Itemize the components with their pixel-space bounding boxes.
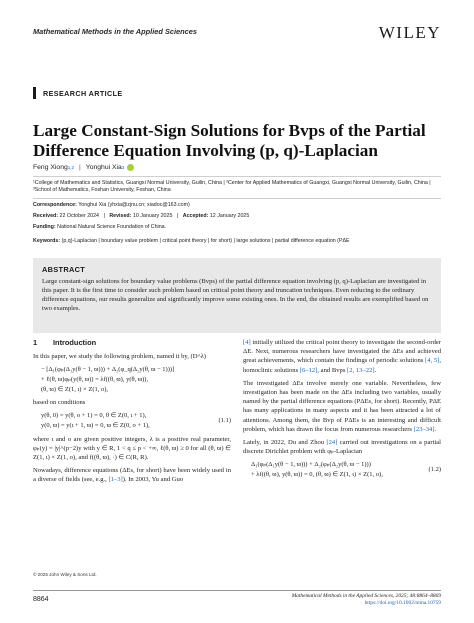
journal-citation: Mathematical Methods in the Applied Sciences, 2025; 48:8864–8869 bbox=[291, 593, 441, 599]
copyright-notice: © 2025 John Wiley & Sons Ltd. bbox=[33, 572, 97, 577]
revised-label: Revised: bbox=[109, 213, 132, 219]
received-date: 22 October 2024 bbox=[59, 213, 99, 219]
equation-line: y(θ, 0) = y(θ, o + 1) = 0, θ ∈ Z(0, ι + 1), bbox=[41, 412, 147, 420]
citation-link[interactable]: [2, 13–22] bbox=[347, 366, 375, 374]
accepted-date: 12 January 2025 bbox=[209, 213, 250, 219]
funding-text: National Natural Science Foundation of China. bbox=[57, 224, 167, 230]
keywords-text: (p,q)-Laplacian | boundary value problem | critical point theory | for short) | large solutions | partial difference equation (PΔE bbox=[61, 238, 350, 244]
paragraph: In this paper, we study the following problem, named it by, (D^λ) bbox=[33, 353, 206, 361]
keywords-label: Keywords: bbox=[33, 238, 61, 244]
page-header bbox=[0, 0, 474, 58]
equation-block bbox=[251, 460, 441, 479]
page-number: 8864 bbox=[33, 596, 49, 603]
citation-link[interactable]: [23–34] bbox=[413, 425, 435, 433]
doi-link[interactable]: https://doi.org/10.1002/mma.10759 bbox=[364, 600, 441, 606]
section-title: Introduction bbox=[53, 338, 97, 347]
equation-line: − [Δ₁(φₚ(Δ₁y(θ − 1, ϖ))) + Δ₂(φ_q(Δ₂y(θ, ϖ − 1)))] bbox=[41, 366, 175, 374]
abstract-text: Large constant-sign solutions for boundary value problems (Bvps) of the partial difference equation involving (p, q)-Laplacian are investigated in this paper. It is the first time to consider such problem based on critical point theory and truncation techniques. Even reducing to the ordinary difference equations, our results generalize and significantly improve some existing ones. In the end, the obtained results are exemplified based on two examples. bbox=[42, 278, 429, 313]
author-name[interactable]: Yonghui Xia bbox=[85, 164, 122, 171]
citation-link[interactable]: [4, 5] bbox=[425, 357, 440, 365]
accepted-label: Accepted: bbox=[182, 213, 209, 219]
citation-link[interactable]: [4] bbox=[243, 339, 251, 346]
footer-divider bbox=[33, 590, 441, 591]
affiliations: ¹College of Mathematics and Statistics, Guangxi Normal University, Guilin, China | ²Center for Applied Mathematics of Guangxi, Guangxi Normal University, Guilin, China | ³School of Mathematics, Foshan University, Foshan, China bbox=[33, 180, 431, 194]
correspondence-label: Correspondence: bbox=[33, 202, 77, 208]
paragraph bbox=[243, 338, 441, 375]
right-column bbox=[243, 338, 441, 484]
equation-line: + ℓ(θ, ϖ)φₚ(y(θ, ϖ)) = λf((θ, ϖ), y(θ, ϖ)), bbox=[41, 376, 149, 383]
author-name[interactable]: Feng Xiong bbox=[33, 164, 68, 171]
section-number: 1 bbox=[33, 338, 38, 347]
equation-number: (1.2) bbox=[428, 466, 441, 474]
author-affiliation-sup[interactable]: 3 bbox=[121, 165, 125, 170]
revised-date: 10 January 2025 bbox=[132, 213, 173, 219]
publisher-logo: WILEY bbox=[378, 23, 441, 42]
paragraph-text: Lately, in 2022, Du and Zhou bbox=[243, 439, 327, 447]
orcid-icon[interactable] bbox=[127, 164, 134, 171]
paragraph bbox=[243, 379, 441, 434]
article-type-label: RESEARCH ARTICLE bbox=[43, 88, 123, 98]
section-heading bbox=[33, 338, 231, 347]
paragraph-text: , homoclinic solutions bbox=[243, 357, 441, 374]
article-type bbox=[33, 87, 123, 99]
funding bbox=[33, 224, 443, 231]
equation-block bbox=[41, 365, 231, 394]
equation-line: y(0, ϖ) = y(ι + 1, ϖ) = 0, ϖ ∈ Z(0, o + 1), bbox=[41, 421, 150, 429]
article-type-bar bbox=[33, 87, 36, 99]
paragraph-text: The investigated ΔEs involve merely one variable. Nevertheless, few investigation has been made on the ΔEs including two variables, usually named by the partial difference equations (PΔEs, for short). Recently, PΔE has many applications in many aspects and it has been attracted a lot of attentions. Among them, the Bvp of PΔEs is an interesting and difficult problem, which has drawn the focus from numerous researchers bbox=[243, 379, 441, 433]
citation-link[interactable]: [24] bbox=[326, 439, 338, 447]
equation-line: Δ₁(φₚ(Δ₁y(θ − 1, ϖ))) + Δ₂(φₚ(Δ₂y(θ, ϖ − 1))) bbox=[251, 461, 371, 469]
paragraph bbox=[33, 466, 231, 484]
citation-link[interactable]: [1–3] bbox=[108, 476, 123, 484]
article-dates: Received: 22 October 2024 | Revised: 10 January 2025 | Accepted: 12 January 2025 bbox=[33, 213, 250, 219]
citation-link[interactable]: [6–12] bbox=[299, 366, 318, 374]
author-list bbox=[33, 164, 134, 171]
paragraph-text: initially utilized the critical point theory to investigate the second-order ΔE. Next, numerous researchers have investigated the ΔEs and achieved great achievements, which contain the findings of periodic solutions bbox=[243, 339, 441, 365]
paragraph-text: carried out investigations on a partial discrete Dirichlet problem with φₚ-Laplacian bbox=[243, 439, 441, 456]
left-column bbox=[33, 338, 231, 489]
correspondence bbox=[33, 202, 443, 209]
correspondence-text[interactable]: Yonghui Xia (yhxia@zjnu.cn; xiadoc@163.com) bbox=[78, 202, 190, 208]
paragraph: based on conditions bbox=[33, 399, 86, 407]
paragraph bbox=[243, 438, 441, 456]
paragraph: where ι and o are given positive integers, λ is a positive real parameter, φₚ(y) = |y|^(p−2)y with y ∈ R, 1 < q ≤ p < +∞, ℓ(θ, ϖ) ≥ 0 for all (θ, ϖ) ∈ Z(1, ι) × Z(1, o), and f((θ, ϖ), ·) ∈ C(R, R). bbox=[33, 435, 231, 461]
article-title: Large Constant-Sign Solutions for Bvps of the Partial Difference Equation Involving (p, q)-Laplacian bbox=[33, 121, 426, 160]
divider bbox=[33, 198, 441, 199]
equation-line: + λf((θ, ϖ), y(θ, ϖ)) = 0, (θ, ϖ) ∈ Z(1, ι) × Z(1, o), bbox=[251, 471, 383, 479]
equation-block bbox=[41, 411, 231, 430]
keywords bbox=[33, 238, 443, 245]
footer-citation bbox=[292, 593, 441, 607]
paragraph-text: . bbox=[374, 366, 377, 374]
abstract-heading: ABSTRACT bbox=[42, 265, 86, 274]
paragraph-text: Nowadays, difference equations (ΔEs, for short) have been widely used in a diverse of fields (see, e.g., bbox=[33, 467, 231, 484]
funding-label: Funding: bbox=[33, 224, 56, 230]
author-affiliation-sup[interactable]: 1,2 bbox=[67, 165, 75, 170]
paragraph-text: . bbox=[434, 425, 437, 433]
divider bbox=[33, 176, 441, 177]
paragraph-text: ). In 2003, Yu and Guo bbox=[122, 476, 184, 484]
journal-name: Mathematical Methods in the Applied Sciences bbox=[33, 27, 197, 36]
abstract-box bbox=[33, 258, 441, 333]
received-label: Received: bbox=[33, 213, 59, 219]
equation-number: (1.1) bbox=[218, 417, 231, 425]
paragraph-text: , and Bvps bbox=[317, 366, 348, 374]
equation-line: (θ, ϖ) ∈ Z(1, ι) × Z(1, o), bbox=[41, 385, 109, 393]
author-separator: | bbox=[79, 164, 81, 171]
